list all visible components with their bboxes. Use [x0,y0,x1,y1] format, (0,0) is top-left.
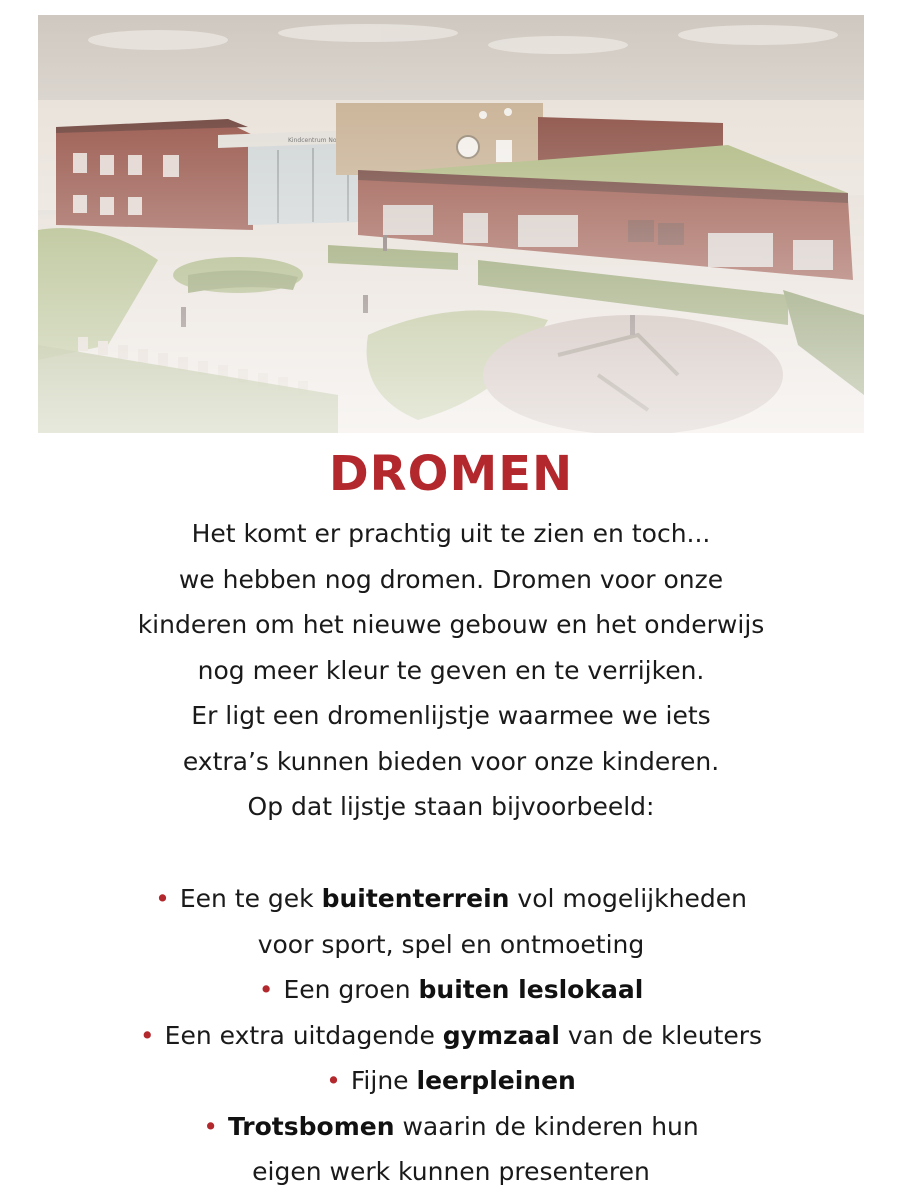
bullet-icon: • [155,884,170,913]
intro-line: Het komt er prachtig uit te zien en toch... [191,519,711,548]
intro-line: Op dat lijstje staan bijvoorbeeld: [247,792,655,821]
intro-line: extra’s kunnen bieden voor onze kinderen. [182,746,720,776]
dream-list [0,876,902,1195]
list-item: • Trotsbomen waarin de kinderen hun [203,1111,699,1141]
bullet-icon: • [203,1111,218,1141]
list-item: • Een te gek buitenterrein vol mogelijkheden [155,884,747,913]
highlight: Trotsbomen [228,1111,395,1141]
intro-line: we hebben nog dromen. Dromen voor onze [178,564,724,594]
highlight: buiten leslokaal [418,975,644,1004]
list-item: • Een groen buiten leslokaal [258,975,644,1004]
intro-line: nog meer kleur te geven en te verrijken. [197,655,705,685]
intro-line: Er ligt een dromenlijstje waarmee we iets [191,701,711,730]
highlight: leerpleinen [416,1066,576,1095]
list-item: • Fijne leerpleinen [326,1066,576,1095]
bullet-icon: • [326,1066,341,1095]
school-rendering-illustration [38,15,864,433]
intro-paragraph [0,511,902,830]
highlight: gymzaal [442,1020,560,1050]
hero-image [38,15,864,433]
list-item-continuation: eigen werk kunnen presenteren [252,1157,650,1186]
bullet-icon: • [258,975,274,1004]
bullet-icon: • [139,1020,155,1050]
highlight: buitenterrein [321,884,510,913]
page-title: DROMEN [328,446,574,502]
list-item: • Een extra uitdagende gymzaal van de kleuters [139,1020,763,1050]
list-item-continuation: voor sport, spel en ontmoeting [257,929,645,959]
intro-line: kinderen om het nieuwe gebouw en het onderwijs [137,610,765,639]
